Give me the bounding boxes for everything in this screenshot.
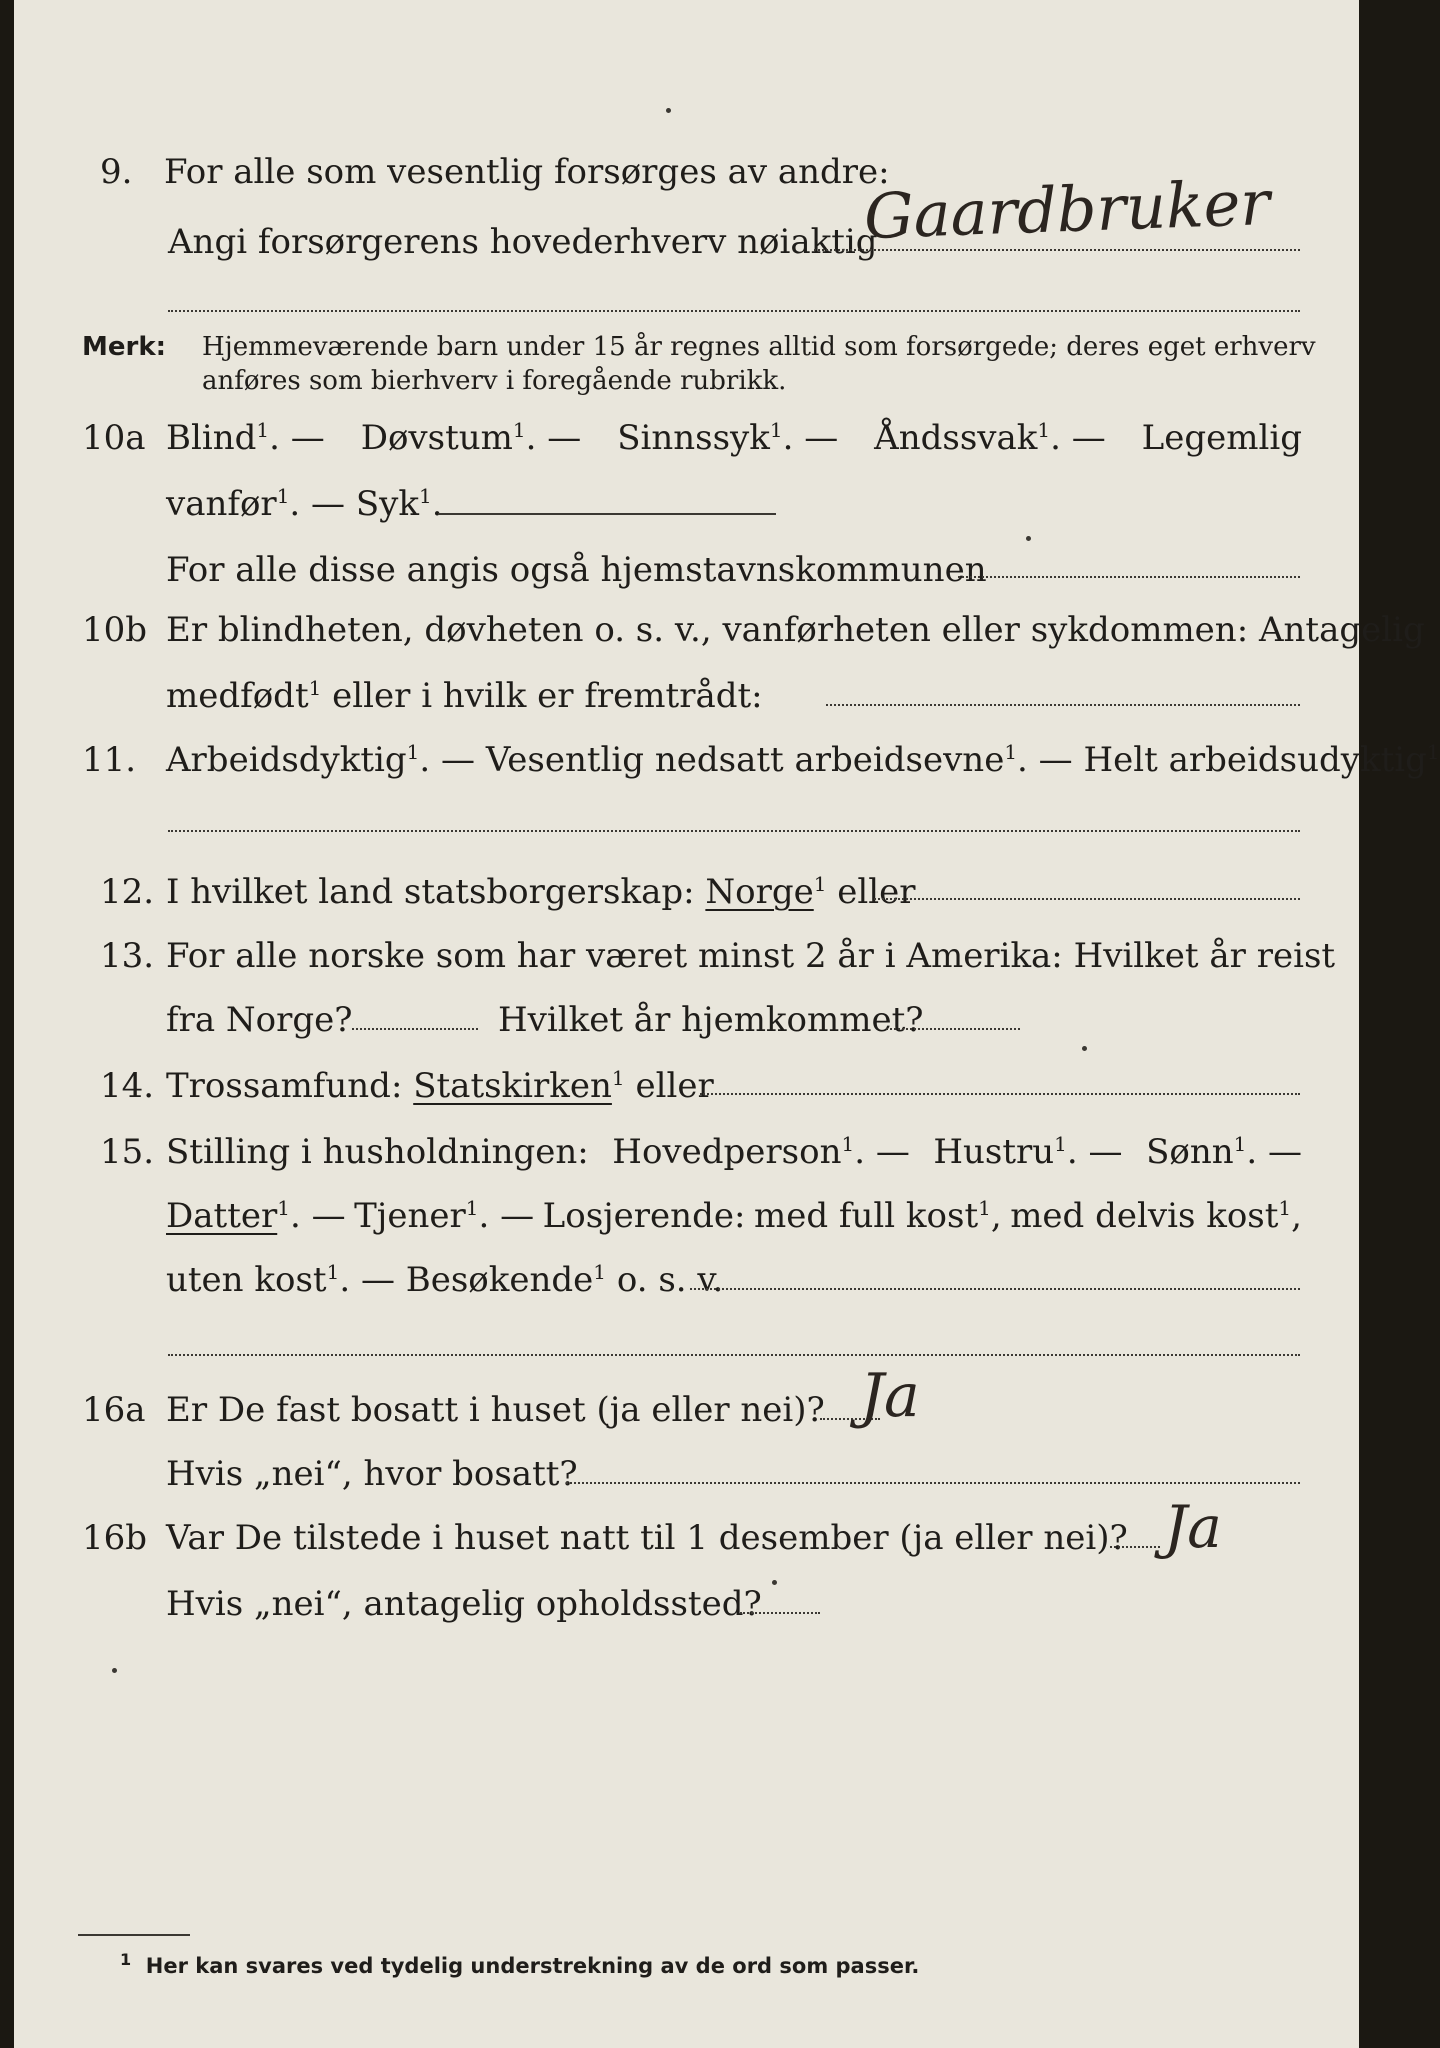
answer-line	[690, 1288, 1300, 1290]
handwritten-answer: Ja	[860, 1361, 920, 1431]
item-number: 12.	[100, 872, 155, 912]
answer-line	[168, 1354, 1300, 1356]
footnote: $^1$ Her kan svares ved tydelig understrekning av de ord som passer.	[120, 1950, 920, 1978]
item-number: 9.	[100, 152, 133, 192]
option-udyktig[interactable]: Helt arbeidsudyktig	[1083, 740, 1427, 780]
item-number: 15.	[100, 1132, 155, 1172]
q16a-line1: Er De fast bosatt i huset (ja eller nei)?	[166, 1390, 825, 1430]
option-hovedperson[interactable]: Hovedperson	[612, 1132, 842, 1172]
option-sonn[interactable]: Sønn	[1146, 1132, 1234, 1172]
q13-fra: fra Norge?	[166, 1000, 353, 1040]
q16b-line2: Hvis „nei“, antagelig opholdssted?	[166, 1584, 762, 1624]
option-full-kost[interactable]: med full kost	[753, 1196, 979, 1236]
ink-dot	[666, 108, 671, 113]
answer-line	[874, 898, 1300, 900]
census-form-page	[14, 0, 1440, 2048]
q9-line2: Angi forsørgerens hovederhverv nøiaktig	[168, 222, 878, 262]
q15-line1: Stilling i husholdningen: Hovedperson$^1$. — Hustru$^1$. — Sønn$^1$. —	[166, 1132, 1302, 1172]
item-number: 14.	[100, 1066, 155, 1106]
option-uten-kost[interactable]: uten kost	[166, 1260, 327, 1300]
option-statskirken[interactable]: Statskirken	[413, 1066, 612, 1106]
option-dovstum[interactable]: Døvstum	[360, 418, 513, 458]
option-datter[interactable]: Datter	[166, 1196, 278, 1236]
q15-line3: uten kost$^1$. — Besøkende$^1$ o. s. v.	[166, 1260, 724, 1300]
option-legemlig[interactable]: Legemlig	[1141, 418, 1302, 458]
q9-line1: For alle som vesentlig forsørges av andre:	[164, 152, 890, 192]
option-hustru[interactable]: Hustru	[933, 1132, 1055, 1172]
option-vanfor[interactable]: vanfør	[166, 484, 277, 524]
option-norge[interactable]: Norge	[705, 872, 814, 912]
q10a-line2: vanfør$^1$. — Syk$^1$.	[166, 484, 443, 524]
option-arbeidsdyktig[interactable]: Arbeidsdyktig	[166, 740, 407, 780]
ink-dot	[772, 1580, 777, 1585]
item-number: 11.	[82, 740, 137, 780]
note-line1: Hjemmeværende barn under 15 år regnes alltid som forsørgede; deres eget erhverv	[202, 332, 1316, 362]
item-number: 13.	[100, 936, 155, 976]
q16b-line1: Var De tilstede i huset natt til 1 desember (ja eller nei)?	[166, 1518, 1128, 1558]
answer-line	[168, 830, 1300, 832]
q14-line: Trossamfund: Statskirken$^1$ eller	[166, 1066, 714, 1106]
q12-line: I hvilket land statsborgerskap: Norge$^1$ eller	[166, 872, 916, 912]
q10a-line3: For alle disse angis også hjemstavnskommunen	[166, 550, 987, 590]
answer-line	[1110, 1546, 1160, 1548]
answer-line	[740, 1612, 820, 1614]
q11-line1: Arbeidsdyktig$^1$. — Vesentlig nedsatt arbeidsevne$^1$. — Helt arbeidsudyktig$^1$	[166, 740, 1440, 780]
handwritten-answer: Ja	[1164, 1493, 1222, 1561]
handwritten-answer: Gaardbruker	[862, 165, 1272, 254]
option-andssvak[interactable]: Åndssvak	[874, 418, 1038, 458]
ink-dot	[1082, 1046, 1087, 1051]
option-tjener[interactable]: Tjener	[354, 1196, 466, 1236]
item-number: 10b	[82, 610, 148, 650]
q13-line1: For alle norske som har været minst 2 år i Amerika: Hvilket år reist	[166, 936, 1336, 976]
answer-line	[566, 1482, 1300, 1484]
option-blind[interactable]: Blind	[166, 418, 257, 458]
q15-line2: Datter$^1$. — Tjener$^1$. — Losjerende: med full kost$^1$, med delvis kost$^1$,	[166, 1196, 1302, 1236]
note-label: Merk:	[82, 332, 167, 362]
answer-line	[958, 576, 1300, 578]
option-delvis-kost[interactable]: med delvis kost	[1010, 1196, 1279, 1236]
note-line2: anføres som bierhverv i foregående rubrikk.	[202, 366, 787, 396]
option-sinnssyk[interactable]: Sinnssyk	[617, 418, 770, 458]
option-syk[interactable]: Syk	[355, 484, 419, 524]
item-number: 16a	[82, 1390, 146, 1430]
answer-line	[352, 1028, 478, 1030]
q10b-line2: medfødt$^1$ eller i hvilk er fremtrådt:	[166, 676, 763, 716]
option-besokende[interactable]: Besøkende	[405, 1260, 594, 1300]
answer-line	[168, 310, 1300, 312]
q13-hjem: Hvilket år hjemkommet?	[498, 1000, 924, 1040]
answer-line	[826, 704, 1300, 706]
option-medfodt[interactable]: medfødt	[166, 676, 309, 716]
item-number: 16b	[82, 1518, 148, 1558]
option-nedsatt[interactable]: Vesentlig nedsatt arbeidsevne	[485, 740, 1005, 780]
q10a-line1: Blind$^1$. — Døvstum$^1$. — Sinnssyk$^1$. — Åndssvak$^1$. — Legemlig	[166, 418, 1302, 458]
answer-line	[700, 1093, 1300, 1095]
option-losjerende[interactable]: Losjerende:	[542, 1196, 746, 1236]
footnote-rule	[78, 1934, 190, 1936]
ink-dot	[1026, 536, 1031, 541]
ink-dot	[112, 1668, 117, 1673]
item-number: 10a	[82, 418, 146, 458]
answer-line	[438, 513, 776, 515]
answer-line	[886, 1028, 1020, 1030]
q10b-line1: Er blindheten, døvheten o. s. v., vanførheten eller sykdommen: Antagelig	[166, 610, 1425, 650]
q16a-line2: Hvis „nei“, hvor bosatt?	[166, 1454, 578, 1494]
